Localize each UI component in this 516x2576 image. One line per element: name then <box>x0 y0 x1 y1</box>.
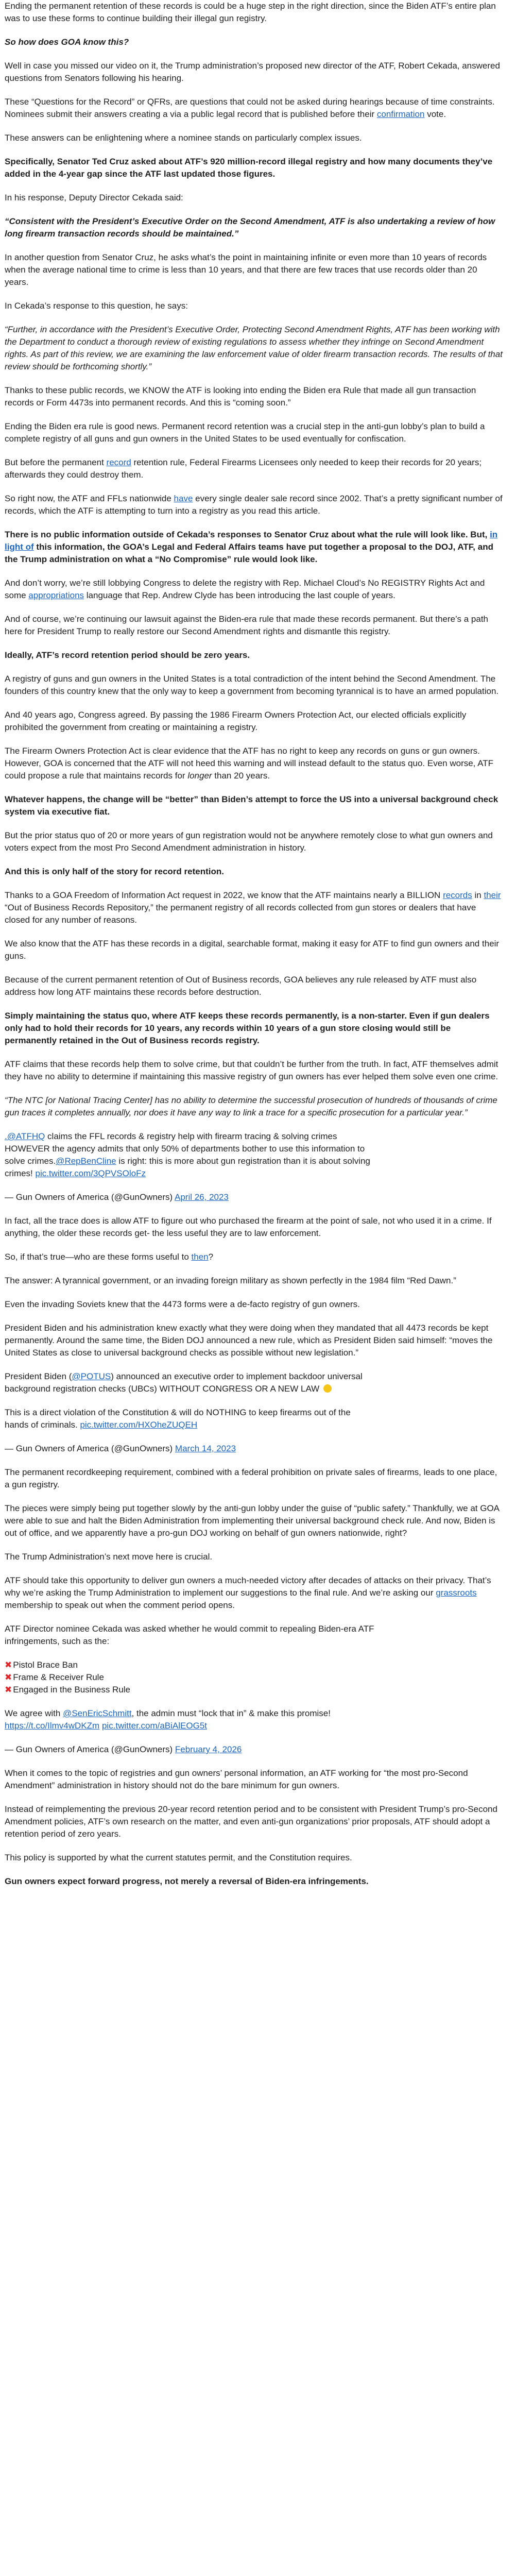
inline-link[interactable]: record <box>106 457 131 467</box>
text-run: And don’t worry, we’re still lobbying Congress to delete the registry with Rep. Michael Cloud’s No REGISTRY Rights Act and some <box>5 578 485 600</box>
text-run: Ideally, ATF’s record retention period should be zero years. <box>5 650 250 660</box>
inline-link[interactable]: .@ATFHQ <box>5 1131 45 1141</box>
text-run: every single dealer sale record since 2002. That’s a pretty significant number of records, which the ATF is attempting to turn into a registry as you read this article. <box>5 494 503 516</box>
list-item <box>5 1684 375 1696</box>
paragraph <box>5 132 503 144</box>
inline-link[interactable]: pic.twitter.com/HXOheZUQEH <box>80 1420 198 1430</box>
tweet-credit <box>5 1443 375 1455</box>
text-run: A registry of guns and gun owners in the United States is a total contradiction of the intent behind the Second Amendment. The founders of this country knew that the only way to keep a government from becoming tyrannical is to have an armed population. <box>5 674 499 696</box>
infringement-list <box>5 1659 375 1696</box>
text-run: than 20 years. <box>212 771 270 781</box>
section-heading <box>5 36 503 48</box>
paragraph <box>5 889 503 926</box>
paragraph <box>5 1466 503 1491</box>
text-run: this information, the GOA’s Legal and Federal Affairs teams have put together a proposal to the DOJ, ATF, and the Trump administration on what a “No Compromise” rule would look like. <box>5 542 493 564</box>
bold-paragraph <box>5 649 503 662</box>
text-run: Whatever happens, the change will be “better” than Biden’s attempt to force the US into a universal background check system via executive fiat. <box>5 794 498 817</box>
bold-paragraph <box>5 529 503 566</box>
list-item <box>5 1671 375 1684</box>
paragraph <box>5 1574 503 1612</box>
inline-link[interactable]: pic.twitter.com/aBiAlEOG5t <box>101 1721 208 1731</box>
list-item-text: Pistol Brace Ban <box>13 1660 78 1670</box>
paragraph <box>5 384 503 409</box>
text-run: And of course, we’re continuing our lawsuit against the Biden-era rule that made these records permanent. But there’s a path here for President Trump to really restore our Second Amendment rights and dismantle this registry. <box>5 614 489 636</box>
text-run: ATF Director nominee Cekada was asked whether he would commit to repealing Biden-era ATF infringements, such as the: <box>5 1624 374 1646</box>
text-run: language that Rep. Andrew Clyde has been introducing the last couple of years. <box>84 590 395 600</box>
inline-link[interactable]: their <box>484 890 501 900</box>
inline-link[interactable]: April 26, 2023 <box>174 1192 229 1202</box>
bold-paragraph <box>5 1010 503 1047</box>
paragraph <box>5 0 503 25</box>
bold-paragraph <box>5 1875 503 1888</box>
paragraph <box>5 1251 503 1263</box>
red-x-icon: ✖ <box>5 1660 12 1670</box>
paragraph <box>5 613 503 638</box>
inline-link[interactable]: grassroots <box>436 1588 477 1598</box>
tweet-text <box>5 1707 375 1732</box>
inline-link[interactable]: February 4, 2026 <box>175 1744 242 1754</box>
text-run: We also know that the ATF has these records in a digital, searchable format, making it easy for ATF to find gun owners and their guns. <box>5 939 500 961</box>
text-run: Well in case you missed our video on it, the Trump administration’s proposed new director of the ATF, Robert Cekada, answered questions from Senators following his hearing. <box>5 61 500 83</box>
tweet-credit <box>5 1743 375 1756</box>
paragraph <box>5 974 503 998</box>
paragraph <box>5 456 503 481</box>
text-run: When it comes to the topic of registries and gun owners’ personal information, an ATF working for “the most pro-Second Amendment” administration in history should not do the bare minimum for gun owners. <box>5 1768 468 1790</box>
text-run: Thanks to these public records, we KNOW the ATF is looking into ending the Biden era Rule that made all gun transaction records or Form 4473s into permanent records. And this is “coming soon.” <box>5 385 476 408</box>
paragraph <box>5 60 503 84</box>
tweet-credit <box>5 1191 375 1204</box>
inline-link[interactable]: pic.twitter.com/3QPVSOloFz <box>35 1168 146 1178</box>
paragraph <box>5 96 503 121</box>
text-run: is right: this is more about gun registration than it is about solving crimes! <box>5 1156 370 1178</box>
emphasis-text: longer <box>187 771 212 781</box>
text-run: Ending the Biden era rule is good news. Permanent record retention was a crucial step in the anti-gun lobby’s plan to build a complete registry of all guns and gun owners in the United States to be used eventually for confiscation. <box>5 421 485 444</box>
paragraph <box>5 1852 503 1864</box>
text-run: Simply maintaining the status quo, where ATF keeps these records permanently, is a non-starter. Even if gun dealers only had to hold their records for 10 years, any records within 10 years of a gun store closing would still be permanently retained in the Out of Business records registry. <box>5 1011 490 1045</box>
text-run: We agree with <box>5 1708 63 1718</box>
text-run: in <box>472 890 484 900</box>
text-run: “Consistent with the President’s Executive Order on the Second Amendment, ATF is also undertaking a review of how long firearm transaction records should be maintained.” <box>5 216 495 239</box>
inline-link[interactable]: March 14, 2023 <box>175 1444 236 1453</box>
bold-quote-paragraph <box>5 215 503 240</box>
paragraph <box>5 829 503 854</box>
text-run: These “Questions for the Record” or QFRs, are questions that could not be asked during hearings because of time constraints. Nominees submit their answers creating a via a public legal record that is published before their <box>5 97 495 119</box>
text-run: Specifically, Senator Ted Cruz asked about ATF’s 920 million-record illegal registry and how many documents they’ve added in the 4-year gap since the ATF last updated those figures. <box>5 157 493 179</box>
text-run: The Trump Administration’s next move here is crucial. <box>5 1552 213 1562</box>
text-run: In Cekada’s response to this question, he says: <box>5 301 188 311</box>
face-emoji-icon <box>323 1384 332 1393</box>
text-run: ? <box>208 1252 214 1262</box>
embedded-tweet <box>5 1707 375 1756</box>
text-run: These answers can be enlightening where a nominee stands on particularly complex issues. <box>5 133 362 143</box>
bold-paragraph <box>5 866 503 878</box>
text-run: , the admin must “lock that in” & make this promise! <box>131 1708 331 1718</box>
text-run: This policy is supported by what the current statutes permit, and the Constitution requires. <box>5 1853 352 1862</box>
inline-link[interactable]: in light of <box>5 530 498 552</box>
list-item-text: Engaged in the Business Rule <box>13 1685 131 1694</box>
text-run: President Biden and his administration knew exactly what they were doing when they mandated that all 4473 records be kept permanently. Around the same time, the Biden DOJ announced a new rule, which as President Biden said himself: “moves the United States as close to universal background checks as possible without new legislation.” <box>5 1323 493 1358</box>
paragraph <box>5 745 503 782</box>
inline-link[interactable]: confirmation <box>376 109 425 119</box>
paragraph <box>5 1803 503 1840</box>
text-run: vote. <box>424 109 446 119</box>
text-run: ) announced an executive order to implement backdoor universal background registration checks (UBCs) WITHOUT CONGRESS OR A NEW LAW <box>5 1371 363 1394</box>
red-x-icon: ✖ <box>5 1685 12 1694</box>
paragraph <box>5 192 503 204</box>
text-run: In another question from Senator Cruz, he asks what’s the point in maintaining infinite or even more than 10 years of records when the average national time to crime is less than 10 years, and that there are few traces that use records older than 20 years. <box>5 252 487 287</box>
paragraph <box>5 1502 503 1539</box>
text-run: So how does GOA know this? <box>5 37 129 47</box>
tweet-text <box>5 1370 375 1395</box>
text-run: But the prior status quo of 20 or more years of gun registration would not be anywhere remotely close to what gun owners and voters expect from the most Pro Second Amendment administration in history. <box>5 831 493 853</box>
text-run: ATF claims that these records help them to solve crime, but that couldn’t be further from the truth. In fact, ATF themselves admit they have no ability to determine if maintaining this massive registry of gun owners has ever helped them solve even one crime. <box>5 1059 498 1081</box>
paragraph <box>5 673 503 698</box>
paragraph <box>5 1322 503 1359</box>
text-run: — Gun Owners of America (@GunOwners) <box>5 1444 175 1453</box>
paragraph <box>5 300 503 312</box>
inline-link[interactable]: https://t.co/Ilmv4wDKZm <box>5 1721 100 1731</box>
paragraph <box>5 1298 503 1311</box>
text-run: — Gun Owners of America (@GunOwners) <box>5 1192 175 1202</box>
paragraph <box>5 420 503 445</box>
inline-link[interactable]: then <box>191 1252 209 1262</box>
text-run: Instead of reimplementing the previous 20-year record retention period and to be consistent with President Trump’s pro-Second Amendment policies, ATF’s own research on the matter, and even anti-gun organizations’ prior proposals, ATF should adopt a retention period of zero years. <box>5 1804 497 1839</box>
paragraph <box>5 1275 503 1287</box>
inline-link[interactable]: appropriations <box>28 590 84 600</box>
text-run: There is no public information outside of Cekada’s responses to Senator Cruz about what the rule will look like. But, <box>5 530 490 539</box>
text-run: In his response, Deputy Director Cekada said: <box>5 193 183 202</box>
embedded-tweet <box>5 1130 375 1204</box>
paragraph <box>5 1215 503 1240</box>
quote-paragraph <box>5 324 503 373</box>
paragraph <box>5 938 503 962</box>
paragraph <box>5 1767 503 1792</box>
text-run: In fact, all the trace does is allow ATF to figure out who purchased the firearm at the point of sale, not who used it in a crime. If anything, the older these records get- the less useful they are to law enforcement. <box>5 1216 492 1238</box>
embedded-tweet <box>5 1370 375 1395</box>
red-x-icon: ✖ <box>5 1672 12 1682</box>
text-run: So right now, the ATF and FFLs nationwide <box>5 494 174 503</box>
text-run: Even the invading Soviets knew that the 4473 forms were a de-facto registry of gun owners. <box>5 1299 360 1309</box>
tweet-text <box>5 1623 375 1648</box>
embedded-tweet <box>5 1406 375 1455</box>
text-run: Because of the current permanent retention of Out of Business records, GOA believes any rule released by ATF must also address how long ATF maintains these records before destruction. <box>5 975 477 997</box>
text-run: President Biden ( <box>5 1371 72 1381</box>
paragraph <box>5 577 503 602</box>
inline-link[interactable]: have <box>174 494 193 503</box>
text-run: ATF should take this opportunity to deliver gun owners a much-needed victory after decades of attacks on their privacy. That’s why we’re asking the Trump Administration to implement our suggestions to the final rule. And we’re asking our <box>5 1575 491 1598</box>
text-run: — Gun Owners of America (@GunOwners) <box>5 1744 175 1754</box>
list-item <box>5 1659 375 1671</box>
bold-paragraph <box>5 156 503 180</box>
text-run: And this is only half of the story for record retention. <box>5 867 224 876</box>
text-run: Thanks to a GOA Freedom of Information Act request in 2022, we know that the ATF maintains nearly a BILLION <box>5 890 443 900</box>
paragraph <box>5 709 503 734</box>
text-run: claims the FFL records & registry help with firearm tracing & solving crimes HOWEVER the agency admits that only 50% of departments bother to use this information to solve crimes. <box>5 1131 365 1166</box>
quote-paragraph <box>5 1094 503 1119</box>
text-run: But before the permanent <box>5 457 107 467</box>
text-run: This is a direct violation of the Constitution & will do NOTHING to keep firearms out of the hands of criminals. <box>5 1408 351 1430</box>
inline-link[interactable]: @POTUS <box>72 1371 111 1381</box>
paragraph <box>5 1551 503 1563</box>
paragraph <box>5 251 503 289</box>
inline-link[interactable]: @RepBenCline <box>56 1156 116 1166</box>
text-run: retention rule, Federal Firearms Licensees only needed to keep their records for 20 years; afterwards they could destroy them. <box>5 457 482 480</box>
text-run: So, if that’s true—who are these forms useful to <box>5 1252 192 1262</box>
tweet-list <box>5 1659 375 1696</box>
text-run: The permanent recordkeeping requirement, combined with a federal prohibition on private sales of firearms, leads to one place, a gun registry. <box>5 1467 497 1489</box>
tweet-text <box>5 1130 375 1180</box>
text-run: “Out of Business Records Repository,” the permanent registry of all records collected from gun stores or dealers that have closed for any number of reasons. <box>5 903 476 925</box>
text-run: The Firearm Owners Protection Act is clear evidence that the ATF has no right to keep any records on guns or gun owners. However, GOA is concerned that the ATF will not heed this warning and will instead default to the status quo. Even worse, ATF could propose a rule that maintains records for <box>5 746 494 781</box>
inline-link[interactable]: records <box>443 890 472 900</box>
text-run: Ending the permanent retention of these records is could be a huge step in the right direction, since the Biden ATF’s entire plan was to use these forms to continue building their illegal gun registry. <box>5 1 496 23</box>
text-run: Gun owners expect forward progress, not merely a reversal of Biden-era infringements. <box>5 1876 369 1886</box>
paragraph <box>5 493 503 517</box>
paragraph <box>5 1058 503 1083</box>
list-item-text: Frame & Receiver Rule <box>13 1672 104 1682</box>
text-run: And 40 years ago, Congress agreed. By passing the 1986 Firearm Owners Protection Act, our elected officials explicitly prohibited the government from creating or maintaining a registry. <box>5 710 467 732</box>
text-run: The answer: A tyrannical government, or an invading foreign military as shown perfectly in the 1984 film “Red Dawn.” <box>5 1276 456 1285</box>
text-run: membership to speak out when the comment period opens. <box>5 1600 235 1610</box>
embedded-tweet <box>5 1623 375 1648</box>
text-run: The pieces were simply being put together slowly by the anti-gun lobby under the guise of “public safety.” Thankfully, we at GOA were able to sue and halt the Biden Administration from implementing their universal background check rule. And now, Biden is out of office, and we apparently have a pro-gun DOJ working on behalf of gun owners nationwide, right? <box>5 1503 500 1538</box>
inline-link[interactable]: @SenEricSchmitt <box>63 1708 132 1718</box>
text-run: “Further, in accordance with the President’s Executive Order, Protecting Second Amendment Rights, ATF has been working with the Department to conduct a thorough review of existing regulations to assess whether they infringe on Second Amendment rights. As part of this review, we are examining the law enforcement value of older firearm transaction records. The results of that review should be forthcoming shortly.” <box>5 325 503 371</box>
bold-paragraph <box>5 793 503 818</box>
text-run: “The NTC [or National Tracing Center] has no ability to determine the successful prosecution of hundreds of thousands of crime gun traces it completes annually, nor does it have any way to link a trace for a specific prosecution for a particular year.” <box>5 1095 497 1117</box>
tweet-text <box>5 1406 375 1431</box>
